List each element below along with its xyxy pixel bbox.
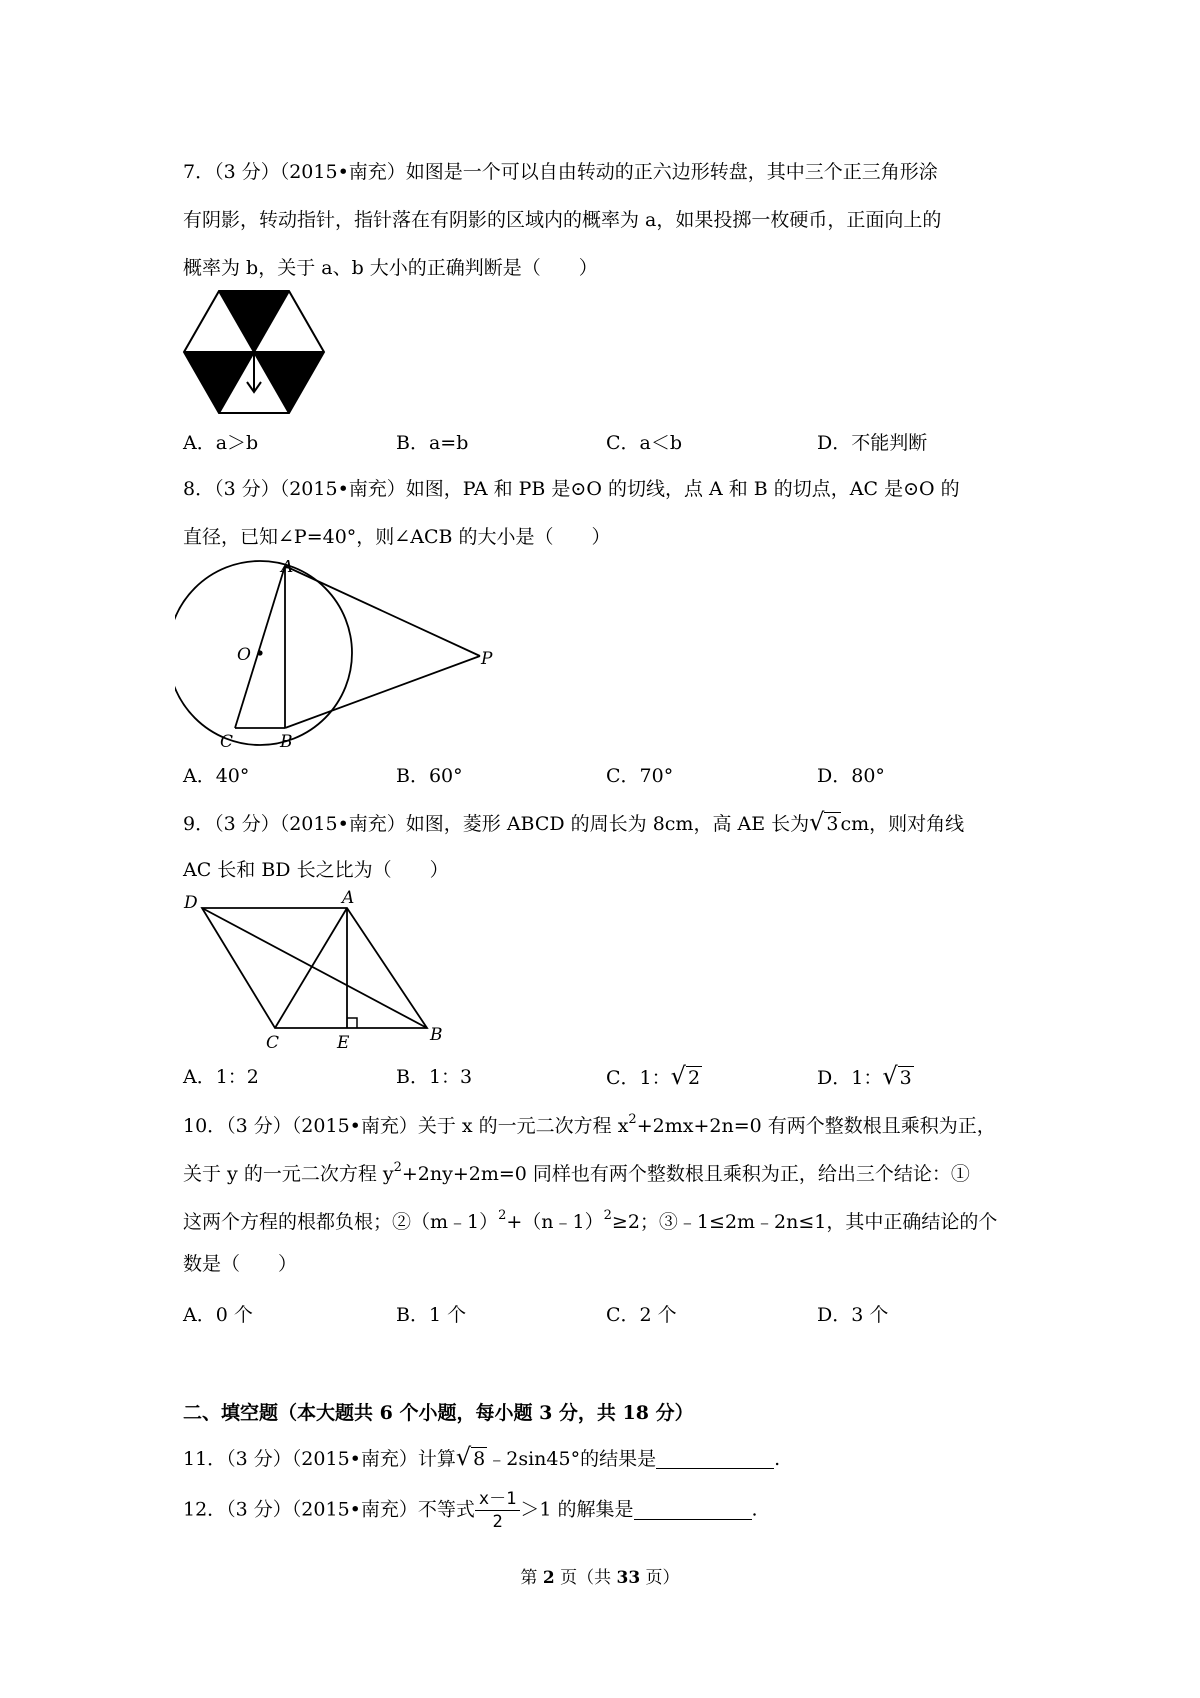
sqrt-symbol: √	[455, 1443, 472, 1471]
q11-pre: 11．（3 分）（2015•南充）计算	[183, 1448, 456, 1470]
q10-line-2	[183, 1144, 1033, 1192]
question-12	[183, 1488, 758, 1533]
footer-total-pages: 33	[616, 1568, 641, 1588]
fraction-numerator: x－1	[475, 1488, 520, 1511]
q11-radicand: 8	[473, 1448, 486, 1470]
label-p: P	[481, 649, 493, 669]
q11-end: .	[774, 1448, 781, 1470]
label-b: B	[280, 732, 293, 750]
q12-end: .	[751, 1498, 758, 1521]
q10-line-3-c: ≥2；③﹣1≤2m﹣2n≤1，其中正确结论的个	[611, 1211, 998, 1233]
section-heading: 二、填空题（本大题共 6 个小题，每小题 3 分，共 18 分）	[183, 1402, 694, 1424]
q9-option-c-radicand: 2	[687, 1067, 701, 1089]
circle-o	[175, 561, 352, 745]
q9-line-1-pre: 9．（3 分）（2015•南充）如图，菱形 ABCD 的周长为 8cm，高 AE 长为	[183, 813, 810, 835]
label-a: A	[281, 560, 294, 577]
q10-line-4: 数是（ ）	[183, 1253, 298, 1275]
question-11	[183, 1443, 780, 1471]
shaded-triangle-lower-left	[184, 352, 254, 413]
q10-option-b: B．1 个	[396, 1304, 467, 1326]
tangent-circle-figure	[175, 560, 505, 750]
q9-line-2: AC 长和 BD 长之比为（ ）	[183, 859, 449, 881]
q10-line-1-a: 10．（3 分）（2015•南充）关于 x 的一元二次方程 x	[183, 1115, 629, 1137]
q9-option-c	[606, 1062, 702, 1090]
q10-line-1	[183, 1096, 1033, 1144]
q9-option-d-radicand: 3	[899, 1067, 912, 1089]
sqrt-symbol: √	[670, 1062, 686, 1090]
page-footer	[0, 1563, 1200, 1588]
q12-post: ＞1 的解集是	[520, 1498, 634, 1521]
question-9	[183, 798, 1033, 894]
q8-option-d: D．80°	[817, 765, 885, 787]
answer-blank[interactable]	[634, 1497, 752, 1520]
fraction-denominator: 2	[492, 1512, 503, 1532]
question-8	[183, 465, 1033, 561]
q7-line-2: 有阴影，转动指针，指针落在有阴影的区域内的概率为 a，如果投掷一枚硬币，正面向上的	[183, 209, 942, 231]
q9-line-1	[183, 798, 1033, 846]
footer-mid: 页（共	[554, 1568, 617, 1588]
sqrt-symbol: √	[809, 808, 825, 836]
q11-post: ﹣2sin45°的结果是	[487, 1448, 657, 1470]
q8-line-1: 8．（3 分）（2015•南充）如图，PA 和 PB 是⊙O 的切线，点 A 和 B 的切点，AC 是⊙O 的	[183, 478, 960, 500]
label-c: C	[220, 732, 234, 750]
superscript: 2	[603, 1208, 612, 1223]
superscript: 2	[498, 1208, 507, 1223]
q10-line-3-a: 这两个方程的根都负根；②（m﹣1）	[183, 1211, 499, 1233]
q8-option-c: C．70°	[606, 765, 674, 787]
question-7	[183, 148, 1033, 292]
q9-sqrt-radicand: 3	[826, 813, 839, 835]
q7-option-c: C．a＜b	[606, 432, 683, 454]
q10-option-c: C．2 个	[606, 1304, 677, 1326]
superscript: 2	[393, 1160, 402, 1175]
label-c: C	[266, 1033, 280, 1050]
q8-line-2: 直径，已知∠P=40°，则∠ACB 的大小是（ ）	[183, 526, 611, 548]
q9-option-d	[817, 1062, 914, 1090]
q7-option-d: D．不能判断	[817, 432, 928, 454]
sqrt-symbol: √	[882, 1062, 898, 1090]
q10-line-3-b: +（n﹣1）	[506, 1211, 604, 1233]
label-d: D	[184, 893, 198, 913]
q9-option-c-pre: C．1：	[606, 1067, 671, 1089]
q9-line-1-post: cm，则对角线	[840, 813, 965, 835]
q10-line-2-b: +2ny+2m=0 同样也有两个整数根且乘积为正，给出三个结论：①	[401, 1163, 970, 1185]
hexagon-spinner-figure	[180, 288, 328, 416]
answer-blank[interactable]	[656, 1446, 774, 1469]
footer-page-number: 2	[542, 1568, 555, 1588]
label-a: A	[342, 890, 355, 908]
q7-line-3: 概率为 b，关于 a、b 大小的正确判断是（ ）	[183, 257, 598, 279]
q9-option-d-pre: D．1：	[817, 1067, 883, 1089]
q8-option-a: A．40°	[183, 765, 250, 787]
fraction	[475, 1488, 520, 1533]
q10-line-2-a: 关于 y 的一元二次方程 y	[183, 1163, 394, 1185]
q9-option-b: B．1：3	[396, 1066, 473, 1088]
rhombus-figure	[180, 890, 460, 1050]
label-o: O	[237, 645, 251, 665]
q10-line-1-b: +2mx+2n=0 有两个整数根且乘积为正，	[636, 1115, 996, 1137]
q7-option-b: B．a=b	[396, 432, 469, 454]
q12-pre: 12．（3 分）（2015•南充）不等式	[183, 1498, 475, 1521]
superscript: 2	[628, 1112, 637, 1127]
q10-option-d: D．3 个	[817, 1304, 889, 1326]
label-e: E	[337, 1033, 350, 1050]
shaded-triangle-lower-right	[254, 352, 324, 413]
footer-pre: 第	[520, 1568, 543, 1588]
q8-option-b: B．60°	[396, 765, 463, 787]
q7-option-a: A．a＞b	[183, 432, 259, 454]
q10-option-a: A．0 个	[183, 1304, 253, 1326]
q9-option-a: A．1：2	[183, 1066, 259, 1088]
footer-post: 页）	[640, 1568, 680, 1588]
q10-line-3	[183, 1192, 1033, 1240]
label-b: B	[430, 1025, 443, 1045]
shaded-triangle-top	[219, 291, 289, 352]
q7-line-1: 7．（3 分）（2015•南充）如图是一个可以自由转动的正六边形转盘，其中三个正三角形涂	[183, 161, 938, 183]
question-10	[183, 1096, 1033, 1288]
